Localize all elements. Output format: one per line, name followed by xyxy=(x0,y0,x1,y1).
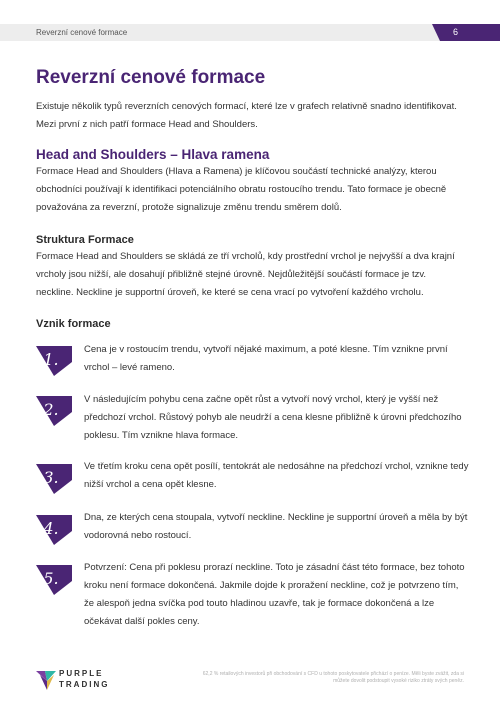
step-number-icon xyxy=(36,565,72,595)
page-title: Reverzní cenové formace xyxy=(36,67,266,88)
vznik-heading: Vznik formace xyxy=(36,318,111,330)
intro-paragraph: Existuje několik typů reverzních cenových formací, které lze v grafech relativně snadno identifikovat. Mezi první z nich patří formace Head and Shoulders. xyxy=(36,101,457,130)
step-text: Dna, ze kterých cena stoupala, vytvoří neckline. Neckline je supportní úroveň a měla by být vodorovná nebo rostoucí. xyxy=(84,512,468,541)
logo-line-2: TRADING xyxy=(59,680,110,689)
structure-paragraph: Formace Head and Shoulders se skládá ze tří vrcholů, kdy prostřední vrchol je nejvyšší a dva krajní vrcholy jsou nižší, ale dosahují přibližně stejné úrovně. Nejdůležitější součástí formace je tzv. neckline. Neckline je supportní úroveň, ke které se cena vrací po vytvoření každého vrcholu. xyxy=(36,251,455,298)
logo-line-1: PURPLE xyxy=(59,669,104,678)
step-number: 3. xyxy=(43,468,59,487)
logo-text xyxy=(59,668,109,690)
step-number-icon xyxy=(36,464,72,494)
step-number: 1. xyxy=(43,350,59,369)
step-number-icon xyxy=(36,396,72,426)
step-text: Potvrzení: Cena při poklesu prorazí neckline. Toto je zásadní část této formace, bez tohoto kroku není formace dokončená. Jakmile dojde k proražení neckline, což je potvrzeno tím, že alespoň jedna svíčka pod touto hladinou uzavře, tak je formace dokončená a lze očekávat další pokles ceny. xyxy=(84,562,465,627)
step-number: 5. xyxy=(43,569,59,588)
logo-icon xyxy=(36,669,58,691)
step-number: 4. xyxy=(43,519,59,538)
step-number: 2. xyxy=(43,400,59,419)
header-title: Reverzní cenové formace xyxy=(36,28,128,37)
page-number: 6 xyxy=(453,27,459,37)
section-paragraph: Formace Head and Shoulders (Hlava a Ramena) je klíčovou součástí technické analýzy, kterou obchodníci používají k identifikaci potenciálního obratu rostoucího trendu. Tato formace je obecně považována za reverzní, protože signalizuje změnu trendu směrem dolů. xyxy=(36,166,447,213)
step-number-icon xyxy=(36,346,72,376)
step-number-icon xyxy=(36,515,72,545)
step-text: Cena je v rostoucím trendu, vytvoří nějaké maximum, a poté klesne. Tím vznikne první vrchol – levé rameno. xyxy=(84,344,448,373)
page-number-tab xyxy=(432,24,500,41)
step-text: Ve třetím kroku cena opět posílí, tentokrát ale nedosáhne na předchozí vrchol, vznikne tedy nižší vrchol a cena opět klesne. xyxy=(84,461,469,490)
structure-heading: Struktura Formace xyxy=(36,234,134,246)
risk-disclaimer: 62,2 % retailových investorů při obchodování s CFD u tohoto poskytovatele přichází o peníze. Měli byste zvážit, zda si můžete dovolit podstoupit vysoké riziko ztráty svých peněz. xyxy=(202,671,464,684)
step-text: V následujícím pohybu cena začne opět růst a vytvoří nový vrchol, který je vyšší než předchozí vrchol. Růstový pohyb ale neudrží a cena klesne přibližně k úrovni předchozího poklesu. Tím vznikne hlava formace. xyxy=(84,394,462,441)
section-heading: Head and Shoulders – Hlava ramena xyxy=(36,147,270,162)
